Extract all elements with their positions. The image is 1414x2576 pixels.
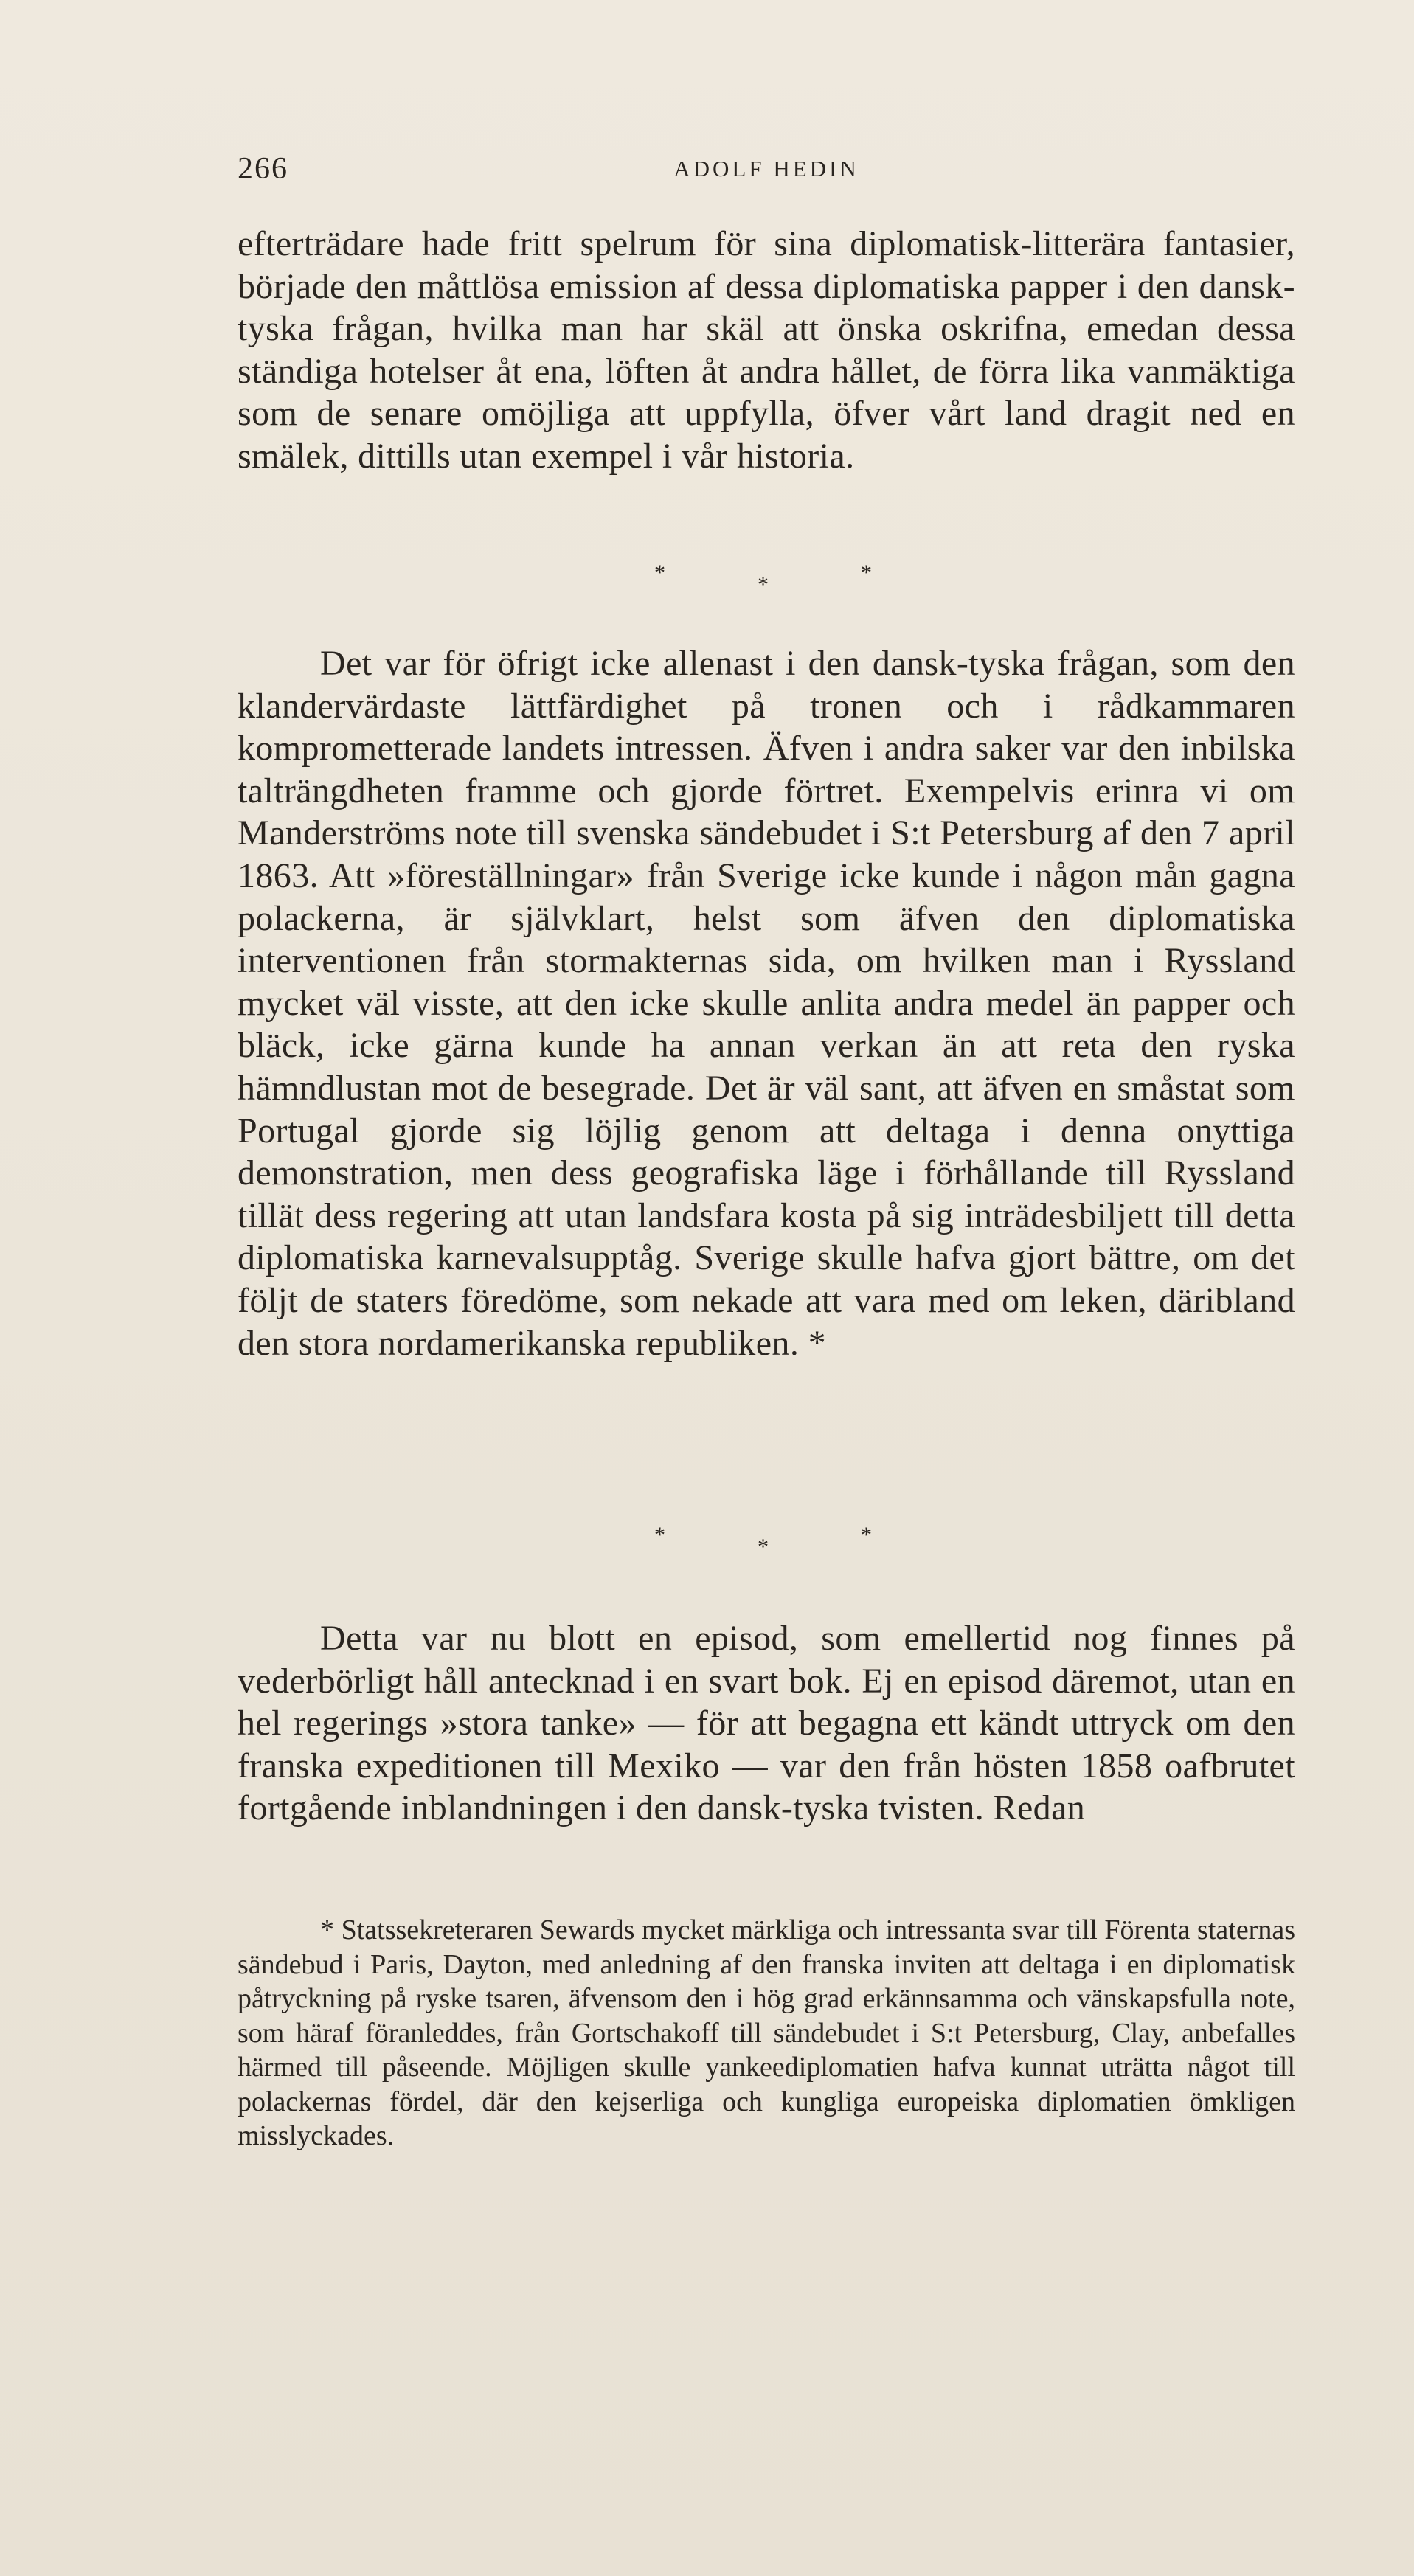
paragraph-danish-german-question <box>238 642 1295 1364</box>
section-separator-1 <box>238 560 1295 612</box>
section-separator-2 <box>238 1523 1295 1575</box>
footnote-text: * Statssekreteraren Sewards mycket märkliga och intressanta svar till Förenta staternas sändebud i Paris, Dayton, med anledning af den franska inviten att deltaga i en diplomatisk påtryckning på ryske tsaren, äfvensom den i hög grad erkännsamma och vänskapsfulla note, som häraf föranleddes, från Gortschakoff till sändebudet i S:t Petersburg, Clay, anbefalles härmed till påseende. Möjligen skulle yankeediplomatien hafva kunnat uträtta något till polackernas fördel, där den kejserliga och kungliga europeiska diplomatien ömkligen misslyckades. <box>238 1914 1295 2151</box>
paragraph-continuation: efterträdare hade fritt spelrum för sina diplomatisk-litterära fantasier, började den måttlösa emission af dessa diplomatiska papper i den dansk-tyska frågan, hvilka man har skäl att önska oskrifna, emedan dessa ständiga hotelser åt ena, löften åt andra hållet, de förra lika vanmäktiga som de senare omöjliga att uppfylla, öfver vårt land dragit ned en smälek, dittills utan exempel i vår historia. <box>238 224 1295 476</box>
separator-star: * <box>758 1535 769 1559</box>
running-head: ADOLF HEDIN <box>673 156 859 181</box>
page-header <box>238 151 1295 195</box>
page-number: 266 <box>238 152 288 186</box>
paragraph-text: Detta var nu blott en episod, som emellertid nog finnes på vederbörligt håll antecknad i en svart bok. Ej en episod däremot, utan en hel regerings »stora tanke» — för att begagna ett kändt uttryck om den franska expeditionen till Mexiko — var den från hösten 1858 oafbrutet fortgående inblandningen i den dansk-tyska tvisten. Redan <box>238 1619 1295 1828</box>
footnote <box>238 1913 1295 2153</box>
separator-star: * <box>861 1523 872 1547</box>
separator-star: * <box>654 1523 665 1547</box>
separator-star: * <box>758 572 769 597</box>
paragraph-episode <box>238 1617 1295 1830</box>
separator-star: * <box>654 560 665 585</box>
separator-star: * <box>861 560 872 585</box>
paragraph-text: Det var för öfrigt icke allenast i den dansk-tyska frågan, som den klandervärdaste lättfärdighet på tronen och i rådkammaren komprometterade landets intressen. Äfven i andra saker var den inbilska talträngdheten framme och gjorde förtret. Exempelvis erinra vi om Manderströms note till svenska sändebudet i S:t Petersburg af den 7 april 1863. Att »föreställningar» från Sverige icke kunde i någon mån gagna polackerna, är självklart, helst som äfven den diplomatiska interventionen från stormakternas sida, om hvilken man i Ryssland mycket väl visste, att den icke skulle anlita andra medel än papper och bläck, icke gärna kunde ha annan verkan än att reta den ryska hämndlustan mot de besegrade. Det är väl sant, att äfven en småstat som Portugal gjorde sig löjlig genom att deltaga i denna onyttiga demonstration, men dess geografiska läge i förhållande till Ryssland tillät dess regering att utan landsfara kosta på sig inträdesbiljett till detta diplomatiska karnevalsupptåg. Sverige skulle hafva gjort bättre, om det följt de staters föredöme, som nekade att vara med om leken, däribland den stora nordamerikanska republiken. * <box>238 644 1295 1363</box>
